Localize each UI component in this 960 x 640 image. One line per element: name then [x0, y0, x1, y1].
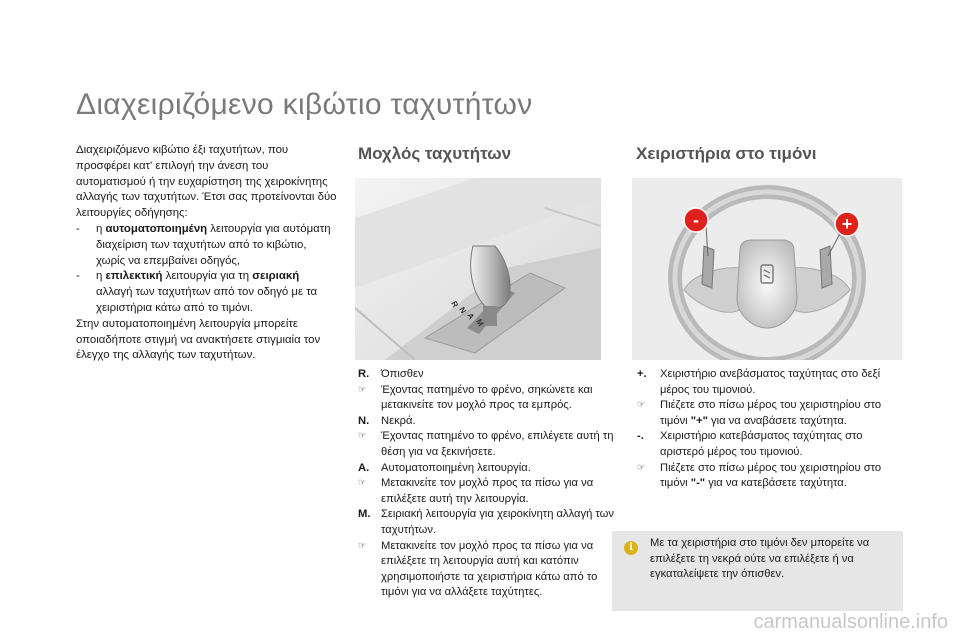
hand-pointer-icon: ☞ — [358, 478, 367, 489]
list-item: R. Όπισθεν — [358, 368, 424, 380]
list-item: ☞ Πιέζετε στο πίσω μέρος του χειριστηρίου στο τιμόνι "+" για να αναβάσετε ταχύτητα. — [637, 398, 905, 429]
intro-paragraph-2: Στην αυτοματοποιημένη λειτουργία μπορείτε οποιαδήποτε στιγμή να ανακτήσετε στιγμιαία τον έλεγχο της αλλαγής των ταχυτήτων. — [76, 317, 321, 362]
intro-bullet-selective — [76, 269, 338, 316]
intro-bullet-auto — [76, 222, 338, 269]
list-item: M. Σειριακή λειτουργία για χειροκίνητη αλλαγή των ταχυτήτων. — [358, 508, 615, 536]
info-icon: i — [624, 541, 638, 555]
list-item: A. Αυτοματοποιημένη λειτουργία. — [358, 461, 531, 474]
steering-wheel-drawing — [632, 178, 902, 360]
lever-section-title: Μοχλός ταχυτήτων — [358, 144, 512, 163]
minus-badge-label: - — [693, 210, 699, 230]
info-note — [612, 531, 903, 611]
hand-pointer-icon: ☞ — [358, 384, 367, 395]
list-item: ☞ Πιέζετε στο πίσω μέρος του χειριστηρίου στο τιμόνι "-" για να κατεβάσετε ταχύτητα. — [637, 461, 905, 492]
steering-wheel-image — [632, 178, 902, 360]
list-item: N. Νεκρά. — [358, 414, 416, 427]
gear-lever-image — [355, 178, 601, 360]
bullet-dash: - — [76, 270, 80, 283]
hand-pointer-icon: ☞ — [637, 462, 646, 473]
page-title: Διαχειριζόμενο κιβώτιο ταχυτήτων — [76, 88, 533, 121]
note-text: Με τα χειριστήρια στο τιμόνι δεν μπορείτε να επιλέξετε τη νεκρά ούτε να επιλέξετε ή να εγκαταλείψετε την όπισθεν. — [650, 537, 870, 581]
list-item: +. Χειριστήριο ανεβάσματος ταχύτητας στο δεξί μέρος του τιμονιού. — [637, 368, 881, 396]
hand-pointer-icon: ☞ — [358, 431, 367, 442]
wheel-controls-list — [637, 367, 905, 492]
gate-label-r: R — [449, 299, 460, 310]
hand-pointer-icon: ☞ — [358, 540, 367, 551]
intro-paragraph: Διαχειριζόμενο κιβώτιο έξι ταχυτήτων, που προσφέρει κατ' επιλογή την άνεση του αυτοματισμού ή την ευχαρίστηση της χειροκίνητης αλλαγής των ταχυτήτων. Έτσι σας προτείνονται δύο λειτουργίες οδήγησης: — [76, 144, 337, 220]
plus-badge-label: + — [841, 214, 853, 234]
intro-text — [76, 143, 338, 364]
watermark: carmanualsonline.info — [753, 611, 948, 633]
bullet-text: η επιλεκτική λειτουργία για τη σειριακή αλλαγή των ταχυτήτων από τον οδηγό με τα χειριστήρια κάτω από το τιμόνι. — [96, 270, 318, 314]
gate-label-a: A — [465, 311, 476, 322]
bullet-text: η αυτοματοποιημένη λειτουργία για αυτόματη διαχείριση των ταχυτήτων από το κιβώτιο, χωρίς να επεμβαίνει οδηγός, — [96, 222, 331, 267]
wheel-section-title: Χειριστήρια στο τιμόνι — [636, 144, 817, 163]
gear-lever-drawing — [355, 178, 601, 360]
gate-label-m: M — [474, 317, 486, 328]
gate-label-n: N — [457, 305, 468, 316]
list-item: -. Χειριστήριο κατεβάσματος ταχύτητας στο αριστερό μέρος του τιμονιού. — [637, 430, 863, 458]
list-item: ☞ Μετακινείτε τον μοχλό προς τα πίσω για να επιλέξετε τη λειτουργία αυτή και κατόπιν χρησιμοποιήστε τα χειριστήρια κάτω από το τιμόνι για να αλλάξετε ταχύτητες. — [358, 539, 622, 601]
list-item: ☞ Έχοντας πατημένο το φρένο, επιλέγετε αυτή τη θέση για να ξεκινήσετε. — [358, 429, 622, 460]
bullet-dash: - — [76, 222, 80, 235]
lever-positions-list — [358, 367, 622, 601]
list-item: ☞ Μετακινείτε τον μοχλό προς τα πίσω για να επιλέξετε αυτή την λειτουργία. — [358, 476, 622, 507]
hand-pointer-icon: ☞ — [637, 400, 646, 411]
list-item: ☞ Έχοντας πατημένο το φρένο, σηκώνετε και μετακινείτε τον μοχλό προς τα εμπρός. — [358, 383, 622, 414]
